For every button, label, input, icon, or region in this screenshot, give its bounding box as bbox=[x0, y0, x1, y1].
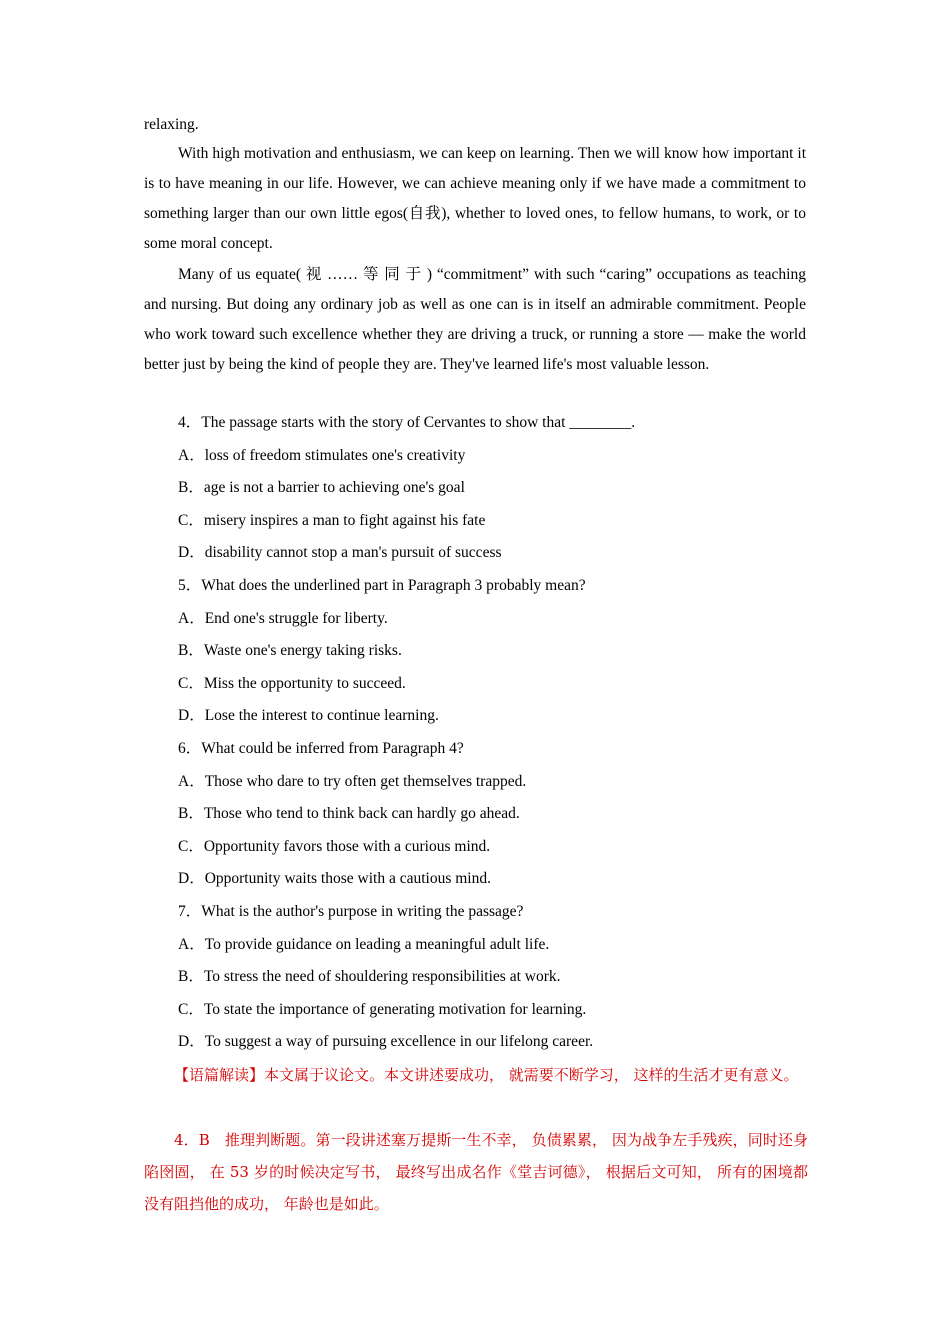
question-stem: 6．What could be inferred from Paragraph 4? bbox=[178, 740, 464, 757]
analysis-answer-4: 4．B 推理判断题。第一段讲述塞万提斯一生不幸， 负债累累， 因为战争左手残疾，同时还身陷囹圄， 在 53 岁的时候决定写书， 最终写出成名作《堂吉诃德》， 根据后文可知， 所有的困境都没有阻挡他的成功， 年龄也是如此。 bbox=[144, 1131, 808, 1213]
answer-option: B．Those who tend to think back can hardly go ahead. bbox=[178, 805, 520, 822]
answer-option: D．disability cannot stop a man's pursuit of success bbox=[178, 544, 502, 561]
answer-option: A．End one's struggle for liberty. bbox=[178, 610, 388, 627]
answer-option: D．Lose the interest to continue learning. bbox=[178, 707, 439, 724]
analysis-summary: 【语篇解读】本文属于议论文。本文讲述要成功， 就需要不断学习， 这样的生活才更有意义。 bbox=[174, 1066, 799, 1084]
question-stem: 7．What is the author's purpose in writing the passage? bbox=[178, 903, 524, 920]
passage-paragraph-2: Many of us equate( 视 …… 等 同 于 ) “commitment” with such “caring” occupations as teaching and nursing. But doing any ordinary job as well as one can is in itself an admirable commitment. People who work toward such excellence whether they are driving a truck, or running a store — make the world better just by being the kind of people they are. They've learned life's most valuable lesson. bbox=[144, 266, 806, 373]
answer-option: D．To suggest a way of pursuing excellence in our lifelong career. bbox=[178, 1033, 594, 1050]
answer-option: B．To stress the need of shouldering responsibilities at work. bbox=[178, 968, 561, 985]
passage-paragraph-0: relaxing. bbox=[144, 116, 199, 133]
answer-option: D．Opportunity waits those with a cautious mind. bbox=[178, 870, 491, 887]
answer-option: C．To state the importance of generating motivation for learning. bbox=[178, 1001, 587, 1018]
answer-option: A．loss of freedom stimulates one's creativity bbox=[178, 447, 466, 464]
answer-option: B．age is not a barrier to achieving one's goal bbox=[178, 479, 465, 496]
answer-option: B．Waste one's energy taking risks. bbox=[178, 642, 402, 659]
answer-option: A．To provide guidance on leading a meaningful adult life. bbox=[178, 936, 550, 953]
passage-paragraph-1: With high motivation and enthusiasm, we can keep on learning. Then we will know how important it is to have meaning in our life. However, we can achieve meaning only if we have made a commitment to something larger than our own little egos(自我), whether to loved ones, to fellow humans, to work, or to some moral concept. bbox=[144, 145, 806, 252]
question-stem: 4．The passage starts with the story of Cervantes to show that ________. bbox=[178, 414, 636, 431]
answer-option: C．Miss the opportunity to succeed. bbox=[178, 675, 406, 692]
answer-option: C．Opportunity favors those with a curious mind. bbox=[178, 838, 491, 855]
question-stem: 5．What does the underlined part in Paragraph 3 probably mean? bbox=[178, 577, 586, 594]
answer-option: A．Those who dare to try often get themselves trapped. bbox=[178, 773, 527, 790]
answer-option: C．misery inspires a man to fight against his fate bbox=[178, 512, 486, 529]
